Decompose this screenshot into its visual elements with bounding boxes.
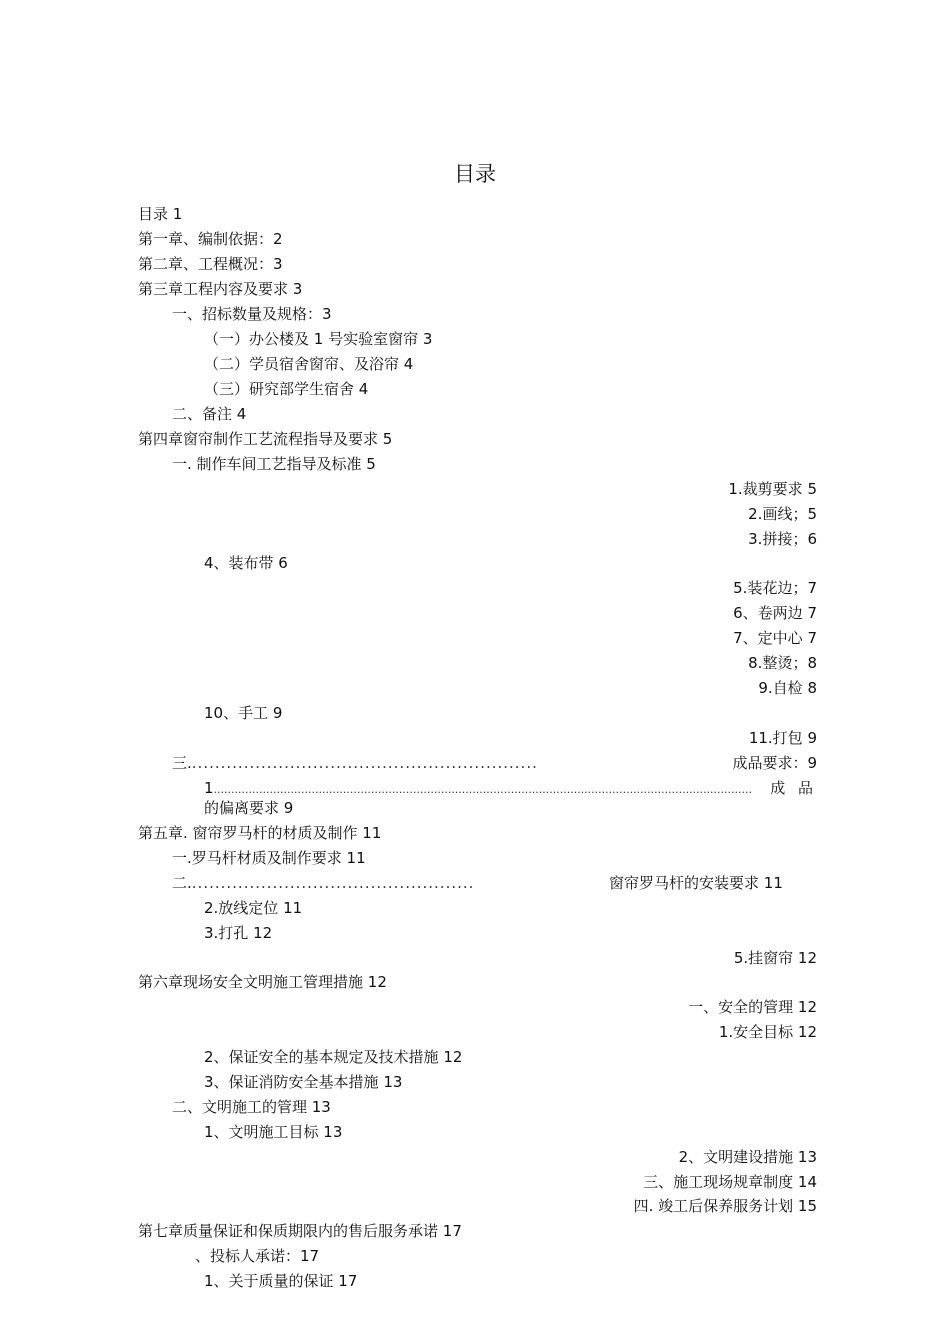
toc-leader-label: 三. [172,754,192,772]
toc-entry[interactable]: （一）办公楼及 1 号实验室窗帘 3 [204,330,433,348]
toc-entry[interactable]: 第七章质量保证和保质期限内的售后服务承诺 17 [138,1222,462,1240]
toc-entry[interactable]: 5.装花边；7 [733,579,817,597]
toc-entry[interactable]: 一、安全的管理 12 [688,998,817,1016]
toc-entry[interactable]: 一、招标数量及规格：3 [172,305,332,323]
toc-entry-dotted[interactable] [204,778,774,800]
toc-entry[interactable]: （二）学员宿舍窗帘、及浴帘 4 [204,355,414,373]
toc-entry[interactable]: 10、手工 9 [204,704,283,722]
toc-entry[interactable]: 第一章、编制依据：2 [138,230,283,248]
toc-entry[interactable]: 三、施工现场规章制度 14 [643,1173,817,1191]
page-title: 目录 [454,162,496,186]
toc-entry[interactable]: 第二章、工程概况：3 [138,255,283,273]
toc-entry[interactable]: 1、文明施工目标 13 [204,1123,343,1141]
toc-entry[interactable]: 1、关于质量的保证 17 [204,1272,358,1290]
toc-entry[interactable]: 2.画线；5 [748,505,817,523]
toc-entry[interactable]: 第五章. 窗帘罗马杆的材质及制作 11 [138,824,382,842]
toc-entry[interactable]: 二、文明施工的管理 13 [172,1098,331,1116]
dot-leader: ................................................. [191,874,475,892]
dot-leader: .......................................................................................................................................................... [213,783,753,796]
toc-entry[interactable]: 3、保证消防安全基本措施 13 [204,1073,403,1091]
toc-leader-label: 1 [204,779,214,797]
dot-leader: ............................................................ [191,754,538,772]
toc-entry[interactable]: 7、定中心 7 [733,629,817,647]
toc-entry[interactable]: 8.整烫；8 [748,654,817,672]
toc-entry[interactable]: 4、装布带 6 [204,554,288,572]
toc-entry[interactable]: （三）研究部学生宿舍 4 [204,380,369,398]
toc-entry[interactable]: 2、文明建设措施 13 [678,1148,817,1166]
toc-entry[interactable]: 5.挂窗帘 12 [733,949,817,967]
toc-entry[interactable]: 窗帘罗马杆的安装要求 11 [609,874,783,892]
toc-entry[interactable]: 第四章窗帘制作工艺流程指导及要求 5 [138,430,393,448]
toc-entry[interactable]: 1.裁剪要求 5 [728,480,817,498]
toc-entry[interactable]: 9.自检 8 [758,679,817,697]
toc-entry[interactable]: 的偏离要求 9 [204,799,294,817]
toc-entry[interactable]: 成品要求：9 [728,753,817,773]
toc-entry[interactable]: 成 品 [770,779,817,797]
toc-entry[interactable]: 目录 1 [138,205,183,223]
toc-entry[interactable]: 2.放线定位 11 [204,899,303,917]
toc-entry[interactable]: 二、备注 4 [172,405,247,423]
toc-entry[interactable]: 6、卷两边 7 [733,604,817,622]
toc-entry[interactable]: 3.拼接；6 [748,530,817,548]
toc-leader-label: 二. [172,874,192,892]
toc-entry[interactable]: 一. 制作车间工艺指导及标准 5 [172,455,376,473]
toc-entry[interactable]: 四. 竣工后保养服务计划 15 [633,1197,817,1215]
toc-entry-dotted[interactable] [172,873,607,893]
toc-entry[interactable]: 3.打孔 12 [204,924,273,942]
toc-entry[interactable]: 1.安全目标 12 [718,1023,817,1041]
toc-entry[interactable]: 2、保证安全的基本规定及技术措施 12 [204,1048,463,1066]
toc-entry-dotted[interactable] [172,753,817,773]
toc-entry[interactable]: 、投标人承诺：17 [195,1247,320,1265]
toc-entry[interactable]: 第三章工程内容及要求 3 [138,280,303,298]
toc-entry[interactable]: 11.打包 9 [748,729,817,747]
toc-entry[interactable]: 一.罗马杆材质及制作要求 11 [172,849,366,867]
toc-entry[interactable]: 第六章现场安全文明施工管理措施 12 [138,973,387,991]
